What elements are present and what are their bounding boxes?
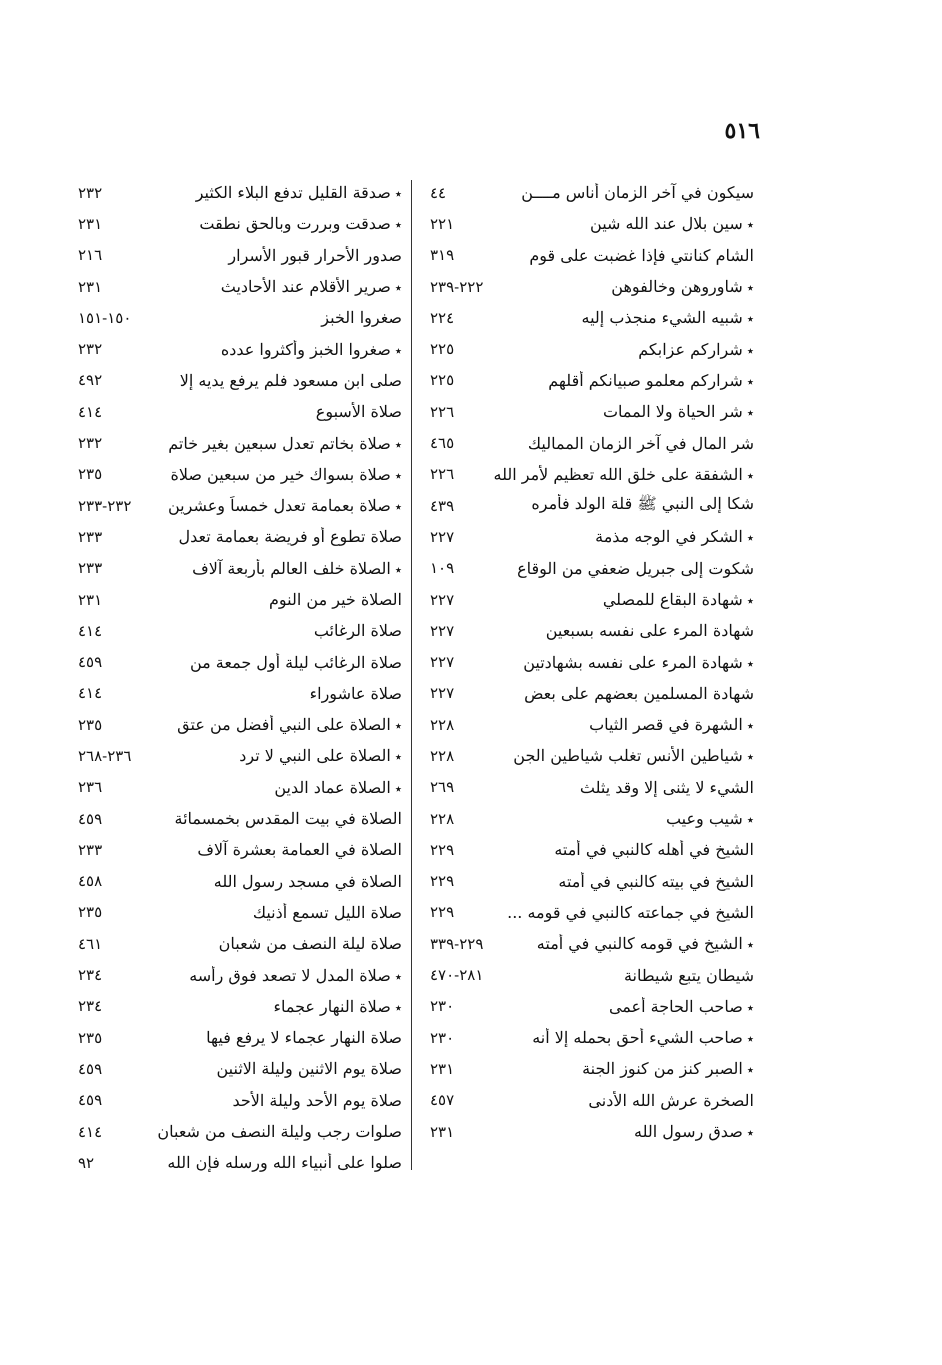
entry-text: صلاة الأسبوع [315,402,402,422]
index-entry [72,803,402,834]
entry-text-marked: ٭ الشيخ في قومه كالنبي في أمته [483,934,754,953]
index-entry [72,615,402,646]
page-reference: ١٥٠-١٥١ [78,308,132,327]
index-entry [424,553,754,584]
page-reference: ٢٣١ [78,590,103,609]
index-entry [424,1022,754,1053]
page-reference: ٢٢٩ [430,840,455,859]
entry-text: شر المال في آخر الزمان المماليك [527,433,754,453]
page-reference: ٢٢٦ [430,465,455,484]
page-reference: ٢٣٣ [78,527,103,546]
page-reference: ٢٢٤ [430,308,455,327]
entry-text-marked: ٭ صدق رسول الله [454,1122,754,1141]
entry-text: صدور الأحرار قبور الأسرار [228,245,402,265]
page-reference: ٢٢٨ [430,809,455,828]
page-reference: ٢٢٧ [430,653,455,672]
index-entry [424,1116,754,1147]
entry-text-marked: ٭ سين بلال عند الله شين [454,214,754,233]
entry-text: صلى ابن مسعود فلم يرفع يديه إلا [179,370,402,390]
index-entry [424,866,754,897]
entry-text-marked: ٭ صلاة بعمامة تعدل خمساً وعشرين [131,496,402,515]
entry-text-marked: ٭ شر الحياة ولا الممات [454,402,754,421]
index-entry [424,271,754,302]
entry-text: صلاة عاشوراء [309,683,402,703]
index-entry [72,177,402,208]
index-entry [72,1022,402,1053]
index-entry [424,991,754,1022]
entry-text: الصلاة خير من النوم [269,590,402,609]
index-entry [424,1085,754,1116]
entry-text: شيطان يتبع شيطانة [623,965,754,985]
index-entry [72,459,402,490]
index-entry [424,396,754,427]
index-entry [424,646,754,677]
index-entry [424,959,754,990]
entry-text-marked: ٭ شراركم معلمو صبيانكم أقلهم [454,371,754,390]
page-reference: ٢٢٦ [430,402,455,421]
page-reference: ٢٣٦ [78,778,103,797]
page-reference: ٤٥٩ [78,653,103,672]
entry-text-marked: ٭ صاحب الحاجة أعمى [454,997,754,1016]
entry-text-marked: ٭ الصلاة عماد الدين [102,778,402,797]
entry-text-marked: ٭ الصلاة على النبي أفضل من عتق [102,715,402,734]
index-entry [72,1085,402,1116]
page-reference: ٢٣٣ [78,559,103,578]
entry-text-marked: ٭ الصلاة خلف العالم بأربعة آلاف [102,559,402,578]
index-entry [424,834,754,865]
page-reference: ٢١٦ [78,246,103,265]
entry-text: الصلاة في العمامة بعشرة آلاف [197,840,402,860]
index-entry [72,302,402,333]
page-reference: ٤٦١ [78,934,103,953]
page-reference: ٢٣٦-٢٦٨ [78,746,132,765]
entry-text: صلوا على أنبياء الله ورسله فإن الله [167,1153,402,1173]
entry-text: الصخرة عرش الله الأدنى [588,1090,754,1110]
page-reference: ٢٦٩ [430,778,455,797]
entry-text-marked: ٭ صدقة القليل تدفع البلاء الكثير [102,183,402,202]
index-entry [72,333,402,364]
index-entry [72,646,402,677]
entry-text: الشام كنانتي فإذا غضبت على قوم [529,245,754,265]
index-entry [424,427,754,458]
entry-text-marked: ٭ صلاة بخاتم تعدل سبعين بغير خاتم [102,434,402,453]
column-divider [411,180,412,1170]
page-reference: ١٠٩ [430,559,455,578]
index-entry [72,772,402,803]
index-entry [72,1053,402,1084]
index-entry [72,240,402,271]
page-reference: ٤٥٩ [78,1059,103,1078]
index-entry [424,803,754,834]
page-number: ٥١٦ [724,118,760,144]
page-reference: ٢٣١ [78,214,103,233]
index-entry [424,928,754,959]
page-reference: ٤١٤ [78,402,103,421]
index-entry [72,740,402,771]
index-entry [424,772,754,803]
page-reference: ٢٣٤ [78,966,103,985]
index-entry [72,271,402,302]
entry-text-marked: ٭ الشكر في الوجه مذمة [454,527,754,546]
entry-text: الشيء لا يثنى إلا وقد يثلث [579,777,754,797]
page-reference: ٢٣١ [430,1122,455,1141]
index-entry [72,866,402,897]
page-reference: ٩٢ [78,1153,95,1172]
entry-text: صلاة النهار عجماء لا يرفع فيها [206,1028,402,1048]
page-reference: ٢٣٢ [78,434,103,453]
entry-text: صلاة ليلة النصف من شعبان [218,934,402,954]
index-entry [72,1147,402,1178]
entry-text: الصلاة في مسجد رسول الله [213,871,402,891]
entry-text: صلاة تطوع أو فريضة بعمامة تعدل [178,527,402,547]
index-entry [72,584,402,615]
index-entry [72,365,402,396]
index-entry [424,365,754,396]
page-reference: ٢٢٩ [430,872,455,891]
index-entry [72,521,402,552]
page-reference: ٤٥٧ [430,1091,455,1110]
index-entry [424,521,754,552]
index-entry [72,208,402,239]
page-reference: ٢٣٢ [78,183,103,202]
page-reference: ٢٣٥ [78,465,103,484]
entry-text-marked: ٭ الشفقة على خلق الله تعظيم لأمر الله [454,465,754,484]
index-entry [72,709,402,740]
page-reference: ٣١٩ [430,246,455,265]
page-reference: ٤١٤ [78,1122,103,1141]
page-reference: ٢٣٢ [78,340,103,359]
entry-text-marked: ٭ شهادة المرء على نفسه بشهادتين [454,653,754,672]
entry-text-marked: ٭ الصبر كنز من كنوز الجنة [454,1059,754,1078]
index-column-left [72,177,402,1179]
index-entry [424,1053,754,1084]
page-reference: ٢٣٣ [78,840,103,859]
page-reference: ٢٢٧ [430,590,455,609]
page-reference: ٤٥٩ [78,1091,103,1110]
entry-text-marked: ٭ صلاة بسواك خير من سبعين صلاة [102,465,402,484]
page-reference: ٢٢٧ [430,684,455,703]
entry-text-marked: ٭ صرير الأقلام عند الأحاديث [102,277,402,296]
index-entry [424,177,754,208]
page-reference: ٤٦٥ [430,434,455,453]
entry-text-marked: ٭ الشهرة في قصر الثياب [454,715,754,734]
page-reference: ٢٢٨ [430,746,455,765]
page-reference: ٤٥٨ [78,872,103,891]
page-reference: ٢٢١ [430,214,455,233]
page-reference: ٢٣١ [78,277,103,296]
entry-text: شهادة المرء على نفسه بسبعين [545,621,754,641]
page-reference: ٢٣٤ [78,997,103,1016]
page-reference: ٢٣٥ [78,903,103,922]
index-entry [424,490,754,521]
page-reference: ٤٣٩ [430,496,455,515]
index-entry [72,678,402,709]
index-entry [424,302,754,333]
page-reference: ٤٥٩ [78,809,103,828]
entry-text: شهادة المسلمين بعضهم على بعض [524,683,754,703]
entry-text: الصلاة في بيت المقدس بخمسمائة [174,809,402,829]
index-entry [424,333,754,364]
page-reference: ٢٢٧ [430,527,455,546]
page-reference: ٤١٤ [78,621,103,640]
entry-text: صغروا الخبز [321,308,402,328]
index-entry [424,678,754,709]
page-reference: ٢٨١-٤٧٠ [430,966,484,985]
index-entry [424,740,754,771]
index-entry [72,834,402,865]
index-entry [72,490,402,521]
entry-text-marked: ٭ صغروا الخبز وأكثروا عدده [102,340,402,359]
entry-text: صلاة يوم الاثنين وليلة الاثنين [216,1059,402,1079]
entry-text-marked: ٭ صلاة النهار عجماء [102,997,402,1016]
page-reference: ٢٢٩-٣٣٩ [430,934,484,953]
index-entry [424,459,754,490]
entry-text-marked: ٭ صاحب الشيء أحق بحمله إلا أنه [454,1028,754,1047]
entry-text: صلاة الرغائب ليلة أول جمعة من [189,652,402,672]
entry-text: الشيخ في جماعته كالنبي في قومه ... [507,902,754,922]
page-reference: ٢٣٢-٢٣٣ [78,496,132,515]
entry-text: صلاة يوم الأحد وليلة الأحد [232,1090,402,1110]
entry-text: صلاة الرغائب [313,621,402,641]
entry-text: شكوت إلى جبريل ضعفي من الوقاع [517,558,754,578]
page-reference: ٢٣٥ [78,1028,103,1047]
index-entry [72,991,402,1022]
entry-text: الشيخ في أهله كالنبي في أمته [554,840,754,860]
entry-text: شكا إلى النبي ﷺ قلة الولد فأمره [531,494,754,514]
index-entry [72,928,402,959]
index-entry [424,208,754,239]
page-reference: ٢٣١ [430,1059,455,1078]
entry-text-marked: ٭ صلاة المدل لا تصعد فوق رأسه [102,966,402,985]
index-entry [424,709,754,740]
page-reference: ٢٢٧ [430,621,455,640]
entry-text: صلاة الليل تسمع أذنيك [252,902,402,922]
page-reference: ٢٣٠ [430,997,455,1016]
entry-text: سيكون في آخر الزمان أناس مــــن [521,183,754,203]
entry-text: الشيخ في بيته كالنبي في أمته [558,871,754,891]
index-entry [424,897,754,928]
page-reference: ٢٣٠ [430,1028,455,1047]
page-reference: ٢٣٥ [78,715,103,734]
page-reference: ٢٢٥ [430,371,455,390]
page-reference: ٢٢٩ [430,903,455,922]
index-entry [424,240,754,271]
entry-text-marked: ٭ صدقت وبررت وبالحق نطقت [102,214,402,233]
index-entry [72,396,402,427]
index-column-right [424,177,754,1147]
index-entry [424,615,754,646]
entry-text-marked: ٭ شاوروهن وخالفوهن [483,277,754,296]
index-entry [72,959,402,990]
entry-text-marked: ٭ شراركم عزابكم [454,340,754,359]
entry-text-marked: ٭ الصلاة على النبي لا ترد [131,746,402,765]
entry-text-marked: ٭ شهادة البقاع للمصلي [454,590,754,609]
page-reference: ٤٩٢ [78,371,103,390]
page-reference: ٢٢٥ [430,340,455,359]
index-entry [72,553,402,584]
page-reference: ٤٤ [430,183,447,202]
page-reference: ٢٢٢-٢٣٩ [430,277,484,296]
entry-text-marked: ٭ شبيه الشيء منجذب إليه [454,308,754,327]
index-entry [424,584,754,615]
page-reference: ٢٢٨ [430,715,455,734]
index-entry [72,1116,402,1147]
index-entry [72,427,402,458]
entry-text: صلوات رجب وليلة النصف من شعبان [157,1122,402,1142]
index-entry [72,897,402,928]
entry-text-marked: ٭ شياطين الأنس تغلب شياطين الجن [454,746,754,765]
entry-text-marked: ٭ شيب وعيب [454,809,754,828]
page-reference: ٤١٤ [78,684,103,703]
